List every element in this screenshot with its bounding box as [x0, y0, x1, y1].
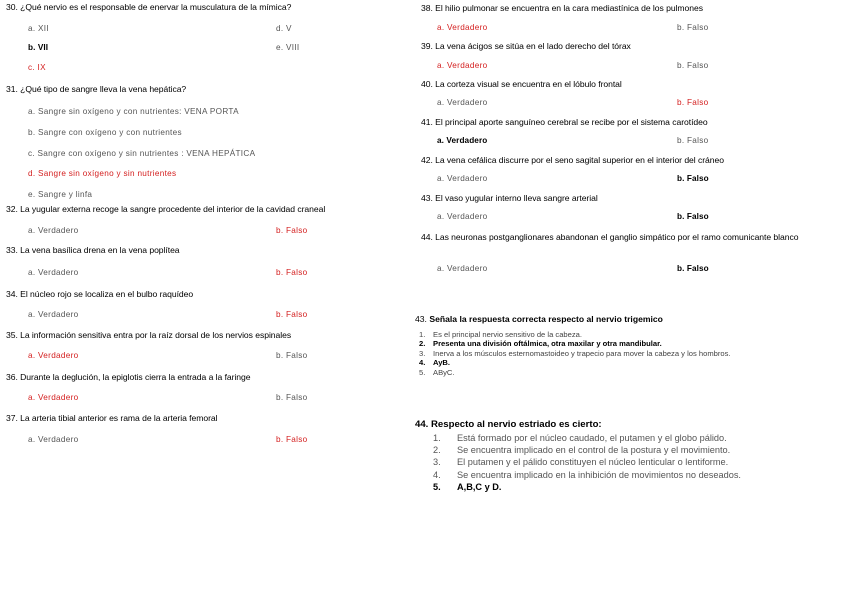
q35-option-a: a. Verdadero	[28, 351, 79, 360]
q30-option-a: a. XII	[28, 24, 49, 33]
list-item: 2. Se encuentra implicado en el control de la postura y el movimiento.	[433, 445, 731, 456]
q41-option-a: a. Verdadero	[437, 136, 488, 145]
q33-option-a: a. Verdadero	[28, 268, 79, 277]
q37-option-a: a. Verdadero	[28, 435, 79, 444]
question-43: 43. El vaso yugular interno lleva sangre arterial	[421, 193, 598, 203]
q36-option-b: b. Falso	[276, 393, 308, 402]
list-item: 1. Es el principal nervio sensitivo de la cabeza.	[419, 330, 583, 339]
q42-option-b: b. Falso	[677, 174, 709, 183]
question-35: 35. La información sensitiva entra por la raíz dorsal de los nervios espinales	[6, 330, 292, 340]
question-36: 36. Durante la deglución, la epiglotis cierra la entrada a la faringe	[6, 372, 251, 382]
question-34: 34. El núcleo rojo se localiza en el bulbo raquídeo	[6, 289, 194, 299]
question-42: 42. La vena cefálica discurre por el seno sagital superior en el interior del cráneo	[421, 155, 724, 165]
section-43-list	[415, 330, 845, 377]
q30-option-c: c. IX	[28, 63, 46, 72]
q30-option-e: e. VIII	[276, 43, 300, 52]
q43-option-b: b. Falso	[677, 212, 709, 221]
q43-option-a: a. Verdadero	[437, 212, 488, 221]
q34-option-b: b. Falso	[276, 310, 308, 319]
q36-option-a: a. Verdadero	[28, 393, 79, 402]
question-38: 38. El hilio pulmonar se encuentra en la cara mediastínica de los pulmones	[421, 3, 703, 13]
q31-option-a: a. Sangre sin oxígeno y con nutrientes: VENA PORTA	[28, 107, 239, 116]
q40-option-a: a. Verdadero	[437, 98, 488, 107]
question-40: 40. La corteza visual se encuentra en el lóbulo frontal	[421, 79, 622, 89]
question-39: 39. La vena ácigos se sitúa en el lado derecho del tórax	[421, 41, 631, 51]
q39-option-a: a. Verdadero	[437, 61, 488, 70]
q42-option-a: a. Verdadero	[437, 174, 488, 183]
list-item: 5. A,B,C y D.	[433, 481, 502, 492]
q37-option-b: b. Falso	[276, 435, 308, 444]
question-31: 31. ¿Qué tipo de sangre lleva la vena hepática?	[6, 84, 187, 94]
q31-option-e: e. Sangre y linfa	[28, 190, 93, 199]
q44-option-b: b. Falso	[677, 264, 709, 273]
section-44-list	[415, 432, 845, 493]
question-44: 44. Las neuronas postganglionares abandonan el ganglio simpático por el ramo comunicante blanco	[421, 232, 799, 242]
question-37: 37. La arteria tibial anterior es rama de la arteria femoral	[6, 413, 218, 423]
section-44-title: 44. Respecto al nervio estriado es cierto:	[415, 419, 602, 430]
section-43-number: 43.	[415, 314, 427, 324]
q31-option-c: c. Sangre con oxígeno y sin nutrientes : VENA HEPÁTICA	[28, 149, 256, 158]
q38-option-b: b. Falso	[677, 23, 709, 32]
question-32: 32. La yugular externa recoge la sangre procedente del interior de la cavidad craneal	[6, 204, 326, 214]
list-item: 4. AyB.	[419, 358, 451, 368]
q31-option-b: b. Sangre con oxígeno y con nutrientes	[28, 128, 182, 137]
q40-option-b: b. Falso	[677, 98, 709, 107]
q33-option-b: b. Falso	[276, 268, 308, 277]
list-item: 3. El putamen y el pálido constituyen el núcleo lenticular o lentiforme.	[433, 457, 729, 468]
list-item: 2. Presenta una división oftálmica, otra maxilar y otra mandibular.	[419, 339, 662, 349]
q31-option-d: d. Sangre sin oxígeno y sin nutrientes	[28, 169, 177, 178]
q39-option-b: b. Falso	[677, 61, 709, 70]
q44-option-a: a. Verdadero	[437, 264, 488, 273]
q38-option-a: a. Verdadero	[437, 23, 488, 32]
list-item: 1. Está formado por el núcleo caudado, el putamen y el globo pálido.	[433, 433, 727, 443]
question-41: 41. El principal aporte sanguíneo cerebral se recibe por el sistema carotídeo	[421, 117, 708, 127]
question-30: 30. ¿Qué nervio es el responsable de enervar la musculatura de la mímica?	[6, 2, 292, 12]
section-44-estriado	[415, 418, 845, 493]
list-item: 4. Se encuentra implicado en la inhibición de movimientos no deseados.	[433, 469, 741, 480]
section-43-trigemino	[415, 314, 845, 377]
list-item: 3. Inerva a los músculos esternomastoideo y trapecio para mover la cabeza y los hombros.	[419, 348, 731, 358]
list-item: 5. AByC.	[419, 367, 455, 377]
q34-option-a: a. Verdadero	[28, 310, 79, 319]
q32-option-a: a. Verdadero	[28, 226, 79, 235]
q41-option-b: b. Falso	[677, 136, 709, 145]
q35-option-b: b. Falso	[276, 351, 308, 360]
q32-option-b: b. Falso	[276, 226, 308, 235]
q30-option-d: d. V	[276, 24, 292, 33]
question-33: 33. La vena basílica drena en la vena poplítea	[6, 245, 180, 255]
q30-option-b: b. VII	[28, 43, 49, 52]
section-43-heading: Señala la respuesta correcta respecto al nervio trigemico	[429, 314, 663, 324]
section-43-title	[415, 314, 845, 325]
